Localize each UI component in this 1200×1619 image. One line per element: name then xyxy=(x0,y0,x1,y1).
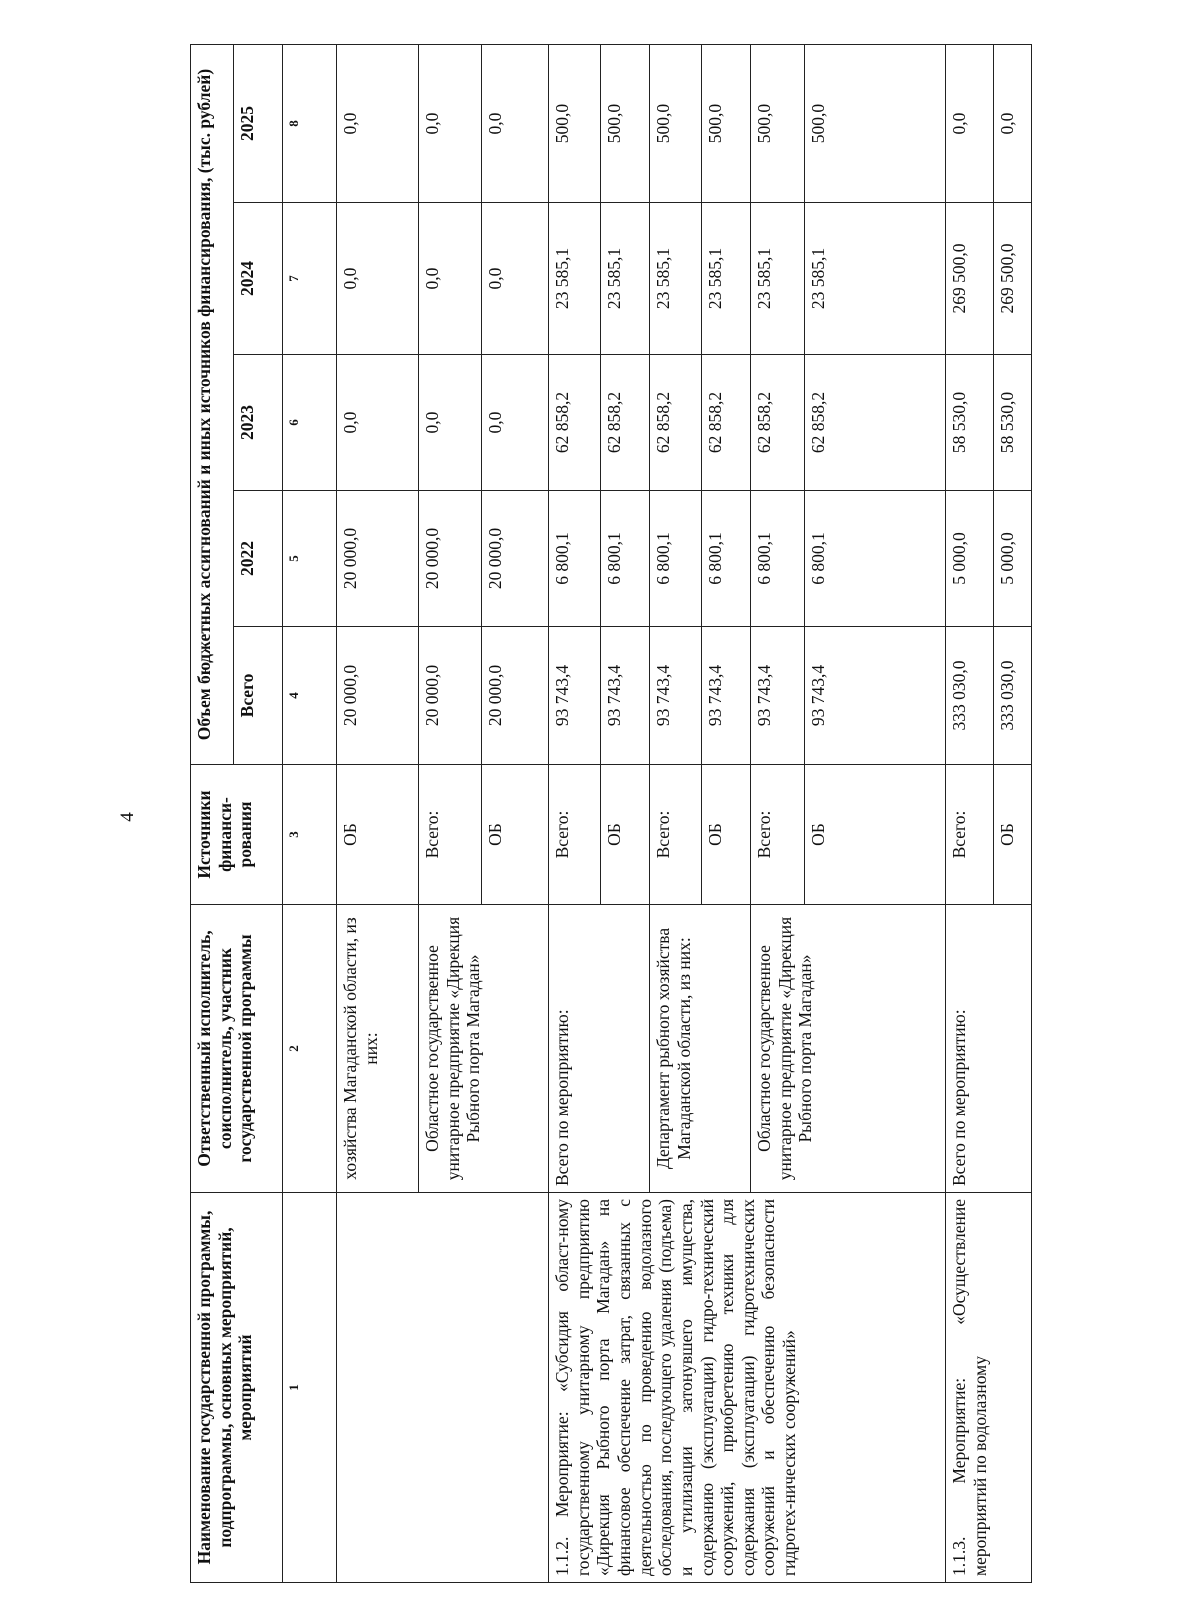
col-number-8: 8 xyxy=(283,45,337,203)
value-2025: 0,0 xyxy=(993,45,1031,203)
total-cell: 93 743,4 xyxy=(805,627,946,765)
value-2024: 23 585,1 xyxy=(601,203,650,355)
header-2022: 2022 xyxy=(234,491,283,627)
executor-cell: хозяйства Магаданской области, из них: xyxy=(337,905,418,1193)
value-2024: 23 585,1 xyxy=(549,203,601,355)
header-total: Всего xyxy=(234,627,283,765)
value-2023: 62 858,2 xyxy=(750,355,804,491)
value-2024: 23 585,1 xyxy=(702,203,751,355)
value-2025: 500,0 xyxy=(649,45,701,203)
total-cell: 20 000,0 xyxy=(337,627,418,765)
executor-cell: Областное государственное унитарное предприятие «Дирекция Рыбного порта Магадан» xyxy=(418,905,548,1193)
value-2022: 6 800,1 xyxy=(750,491,804,627)
total-cell: 93 743,4 xyxy=(601,627,650,765)
total-cell: 333 030,0 xyxy=(993,627,1031,765)
value-2025: 0,0 xyxy=(337,45,418,203)
name-cell xyxy=(337,1193,549,1583)
header-name: Наименование государственной программы, подпрограммы, основных мероприятий, мероприятий xyxy=(191,1193,283,1583)
total-cell: 93 743,4 xyxy=(702,627,751,765)
total-cell: 93 743,4 xyxy=(750,627,804,765)
measure-1-1-2-name: 1.1.2. Мероприятие: «Субсидия област-ному государственному унитарному предприятию «Дирекция Рыбного порта Магадан» на финансовое обеспечение затрат, связанных с деятельностью по проведению водолазного обследования, последующего удаления (подъема) и утилизации затонувшего имущества, содержанию (эксплуатации) гидро-технический сооружений, приобретению техники для содержания (эксплуатации) гидротехнических сооружений и обеспечению безопасности гидротех-нических сооружений» xyxy=(549,1193,946,1583)
value-2023: 58 530,0 xyxy=(946,355,994,491)
value-2023: 0,0 xyxy=(418,355,481,491)
value-2024: 0,0 xyxy=(418,203,481,355)
value-2022: 20 000,0 xyxy=(481,491,548,627)
value-2023: 62 858,2 xyxy=(549,355,601,491)
measure-1-1-3-name: 1.1.3. Мероприятие: «Осуществление мероприятий по водолазному xyxy=(946,1193,1032,1583)
total-cell: 20 000,0 xyxy=(481,627,548,765)
rotated-table-wrapper xyxy=(190,45,1032,1583)
value-2022: 6 800,1 xyxy=(601,491,650,627)
value-2023: 62 858,2 xyxy=(601,355,650,491)
value-2022: 6 800,1 xyxy=(805,491,946,627)
total-cell: 20 000,0 xyxy=(418,627,481,765)
table-row xyxy=(946,45,994,1583)
source-cell: ОБ xyxy=(601,765,650,905)
col-number-1: 1 xyxy=(283,1193,337,1583)
header-executor: Ответственный исполнитель, соисполнитель, участник государственной программы xyxy=(191,905,283,1193)
total-cell: 333 030,0 xyxy=(946,627,994,765)
value-2023: 58 530,0 xyxy=(993,355,1031,491)
header-2024: 2024 xyxy=(234,203,283,355)
col-number-2: 2 xyxy=(283,905,337,1193)
value-2025: 500,0 xyxy=(601,45,650,203)
value-2022: 6 800,1 xyxy=(649,491,701,627)
col-number-7: 7 xyxy=(283,203,337,355)
table-row xyxy=(549,45,601,1583)
executor-cell: Областное государственное унитарное предприятие «Дирекция Рыбного порта Магадан» xyxy=(750,905,945,1193)
value-2025: 500,0 xyxy=(702,45,751,203)
value-2025: 0,0 xyxy=(481,45,548,203)
value-2023: 0,0 xyxy=(481,355,548,491)
value-2024: 23 585,1 xyxy=(805,203,946,355)
executor-cell: Всего по мероприятию: xyxy=(549,905,650,1193)
executor-cell: Всего по мероприятию: xyxy=(946,905,1032,1193)
source-cell: Всего: xyxy=(750,765,804,905)
value-2025: 0,0 xyxy=(946,45,994,203)
budget-table xyxy=(190,44,1032,1583)
value-2022: 5 000,0 xyxy=(946,491,994,627)
col-number-4: 4 xyxy=(283,627,337,765)
value-2025: 500,0 xyxy=(805,45,946,203)
value-2025: 500,0 xyxy=(750,45,804,203)
header-volume: Объем бюджетных ассигнований и иных источников финансирования, (тыс. рублей) xyxy=(191,45,234,765)
source-cell: ОБ xyxy=(702,765,751,905)
value-2024: 23 585,1 xyxy=(649,203,701,355)
executor-cell: Департамент рыбного хозяйства Магаданской области, из них: xyxy=(649,905,750,1193)
value-2024: 0,0 xyxy=(337,203,418,355)
col-number-3: 3 xyxy=(283,765,337,905)
value-2024: 23 585,1 xyxy=(750,203,804,355)
source-cell: ОБ xyxy=(337,765,418,905)
col-number-6: 6 xyxy=(283,355,337,491)
source-cell: Всего: xyxy=(946,765,994,905)
value-2023: 62 858,2 xyxy=(649,355,701,491)
header-2023: 2023 xyxy=(234,355,283,491)
value-2025: 500,0 xyxy=(549,45,601,203)
col-number-5: 5 xyxy=(283,491,337,627)
page-number: 4 xyxy=(117,812,138,822)
source-cell: ОБ xyxy=(481,765,548,905)
value-2022: 5 000,0 xyxy=(993,491,1031,627)
value-2023: 0,0 xyxy=(337,355,418,491)
value-2022: 20 000,0 xyxy=(418,491,481,627)
value-2025: 0,0 xyxy=(418,45,481,203)
total-cell: 93 743,4 xyxy=(549,627,601,765)
value-2022: 6 800,1 xyxy=(702,491,751,627)
value-2022: 6 800,1 xyxy=(549,491,601,627)
value-2022: 20 000,0 xyxy=(337,491,418,627)
source-cell: Всего: xyxy=(549,765,601,905)
value-2023: 62 858,2 xyxy=(805,355,946,491)
value-2023: 62 858,2 xyxy=(702,355,751,491)
source-cell: Всего: xyxy=(418,765,481,905)
total-cell: 93 743,4 xyxy=(649,627,701,765)
header-2025: 2025 xyxy=(234,45,283,203)
value-2024: 0,0 xyxy=(481,203,548,355)
source-cell: ОБ xyxy=(805,765,946,905)
source-cell: ОБ xyxy=(993,765,1031,905)
value-2024: 269 500,0 xyxy=(993,203,1031,355)
header-source: Источники финанси-рования xyxy=(191,765,283,905)
table-row xyxy=(337,45,418,1583)
value-2024: 269 500,0 xyxy=(946,203,994,355)
source-cell: Всего: xyxy=(649,765,701,905)
